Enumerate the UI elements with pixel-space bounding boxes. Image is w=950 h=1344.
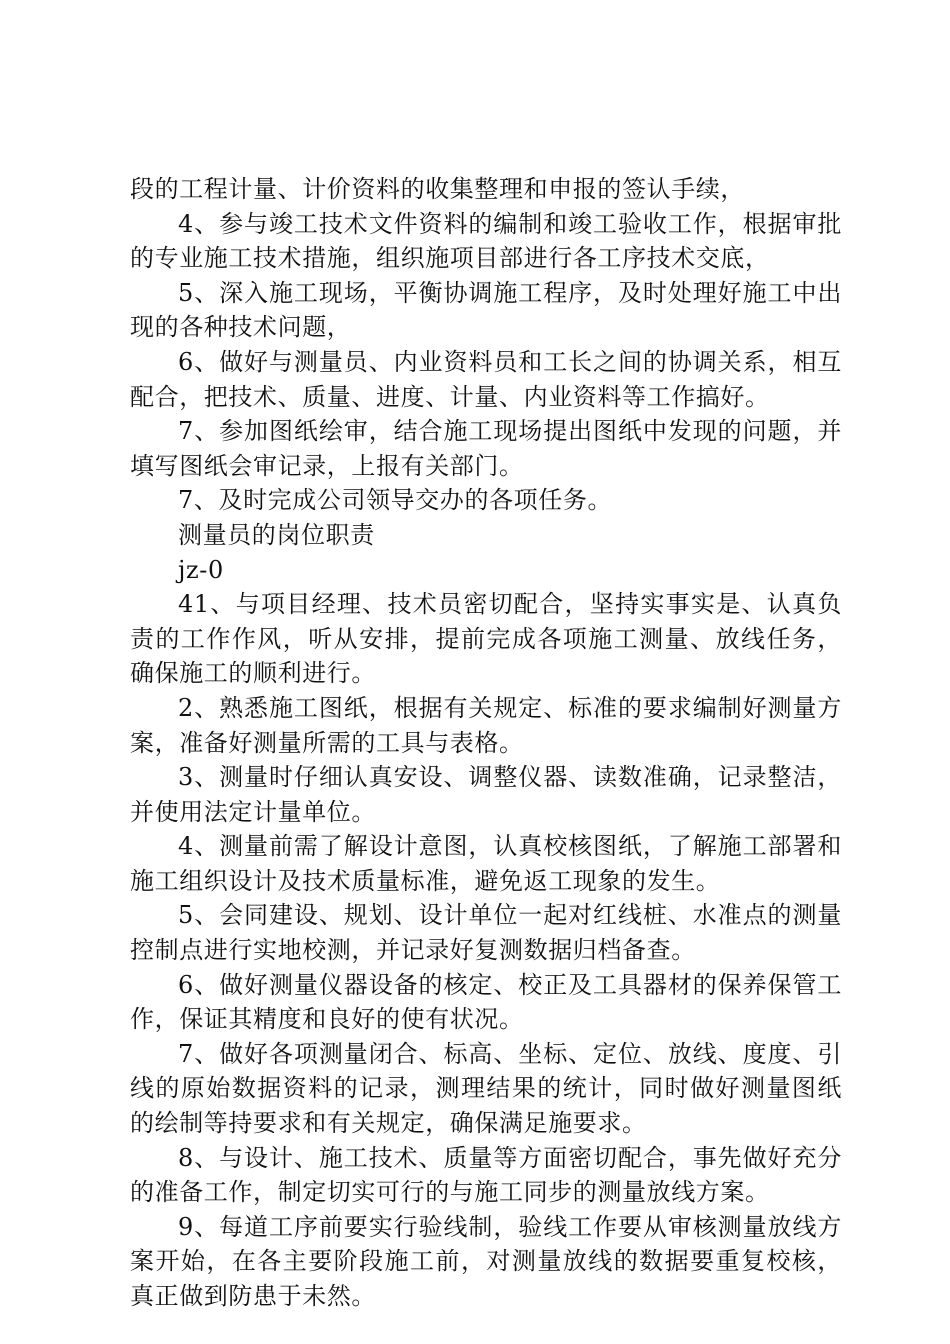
paragraph-duty-1: 41、与项目经理、技术员密切配合，坚持实事实是、认真负责的工作作风，听从安排，提前完成各项施工测量、放线任务，确保施工的顺利进行。 (130, 590, 842, 688)
paragraph-duty-6: 6、做好测量仪器设备的核定、校正及工具器材的保养保管工作，保证其精度和良好的使有状况。 (130, 970, 842, 1034)
paragraph-duty-5: 5、会同建设、规划、设计单位一起对红线桩、水准点的测量控制点进行实地校测，并记录好复测数据归档备查。 (130, 901, 842, 965)
paragraph-duty-4: 4、测量前需了解设计意图，认真校核图纸，了解施工部署和施工组织设计及技术质量标准，避免返工现象的发生。 (130, 832, 842, 895)
document-code: jz-0 (178, 555, 224, 584)
paragraph-item-7b: 7、及时完成公司领导交办的各项任务。 (178, 486, 613, 515)
document-body (130, 172, 842, 1314)
paragraph-continuation: 段的工程计量、计价资料的收集整理和申报的签认手续， (130, 175, 745, 203)
paragraph-item-4: 4、参与竣工技术文件资料的编制和竣工验收工作，根据审批的专业施工技术措施，组织施项目部进行各工序技术交底， (130, 209, 842, 273)
paragraph-duty-2: 2、熟悉施工图纸，根据有关规定、标准的要求编制好测量方案，准备好测量所需的工具与表格。 (130, 693, 842, 757)
paragraph-duty-3: 3、测量时仔细认真安设、调整仪器、读数准确，记录整洁，并使用法定计量单位。 (130, 763, 842, 826)
paragraph-duty-9: 9、每道工序前要实行验线制，验线工作要从审核测量放线方案开始，在各主要阶段施工前，对测量放线的数据要重复校核，真正做到防患于未然。 (130, 1212, 842, 1310)
paragraph-item-5: 5、深入施工现场，平衡协调施工程序，及时处理好施工中出现的各种技术问题， (130, 278, 842, 342)
paragraph-item-7a: 7、参加图纸绘审，结合施工现场提出图纸中发现的问题，并填写图纸会审记录，上报有关部门。 (130, 417, 842, 480)
paragraph-duty-7: 7、做好各项测量闭合、标高、坐标、定位、放线、度度、引线的原始数据资料的记录，测理结果的统计，同时做好测量图纸的绘制等持要求和有关规定，确保满足施要求。 (130, 1039, 842, 1138)
section-heading: 测量员的岗位职责 (178, 520, 375, 549)
paragraph-duty-8: 8、与设计、施工技术、质量等方面密切配合，事先做好充分的准备工作，制定切实可行的与施工同步的测量放线方案。 (130, 1143, 842, 1207)
paragraph-item-6: 6、做好与测量员、内业资料员和工长之间的协调关系，相互配合，把技术、质量、进度、计量、内业资料等工作搞好。 (130, 347, 842, 411)
